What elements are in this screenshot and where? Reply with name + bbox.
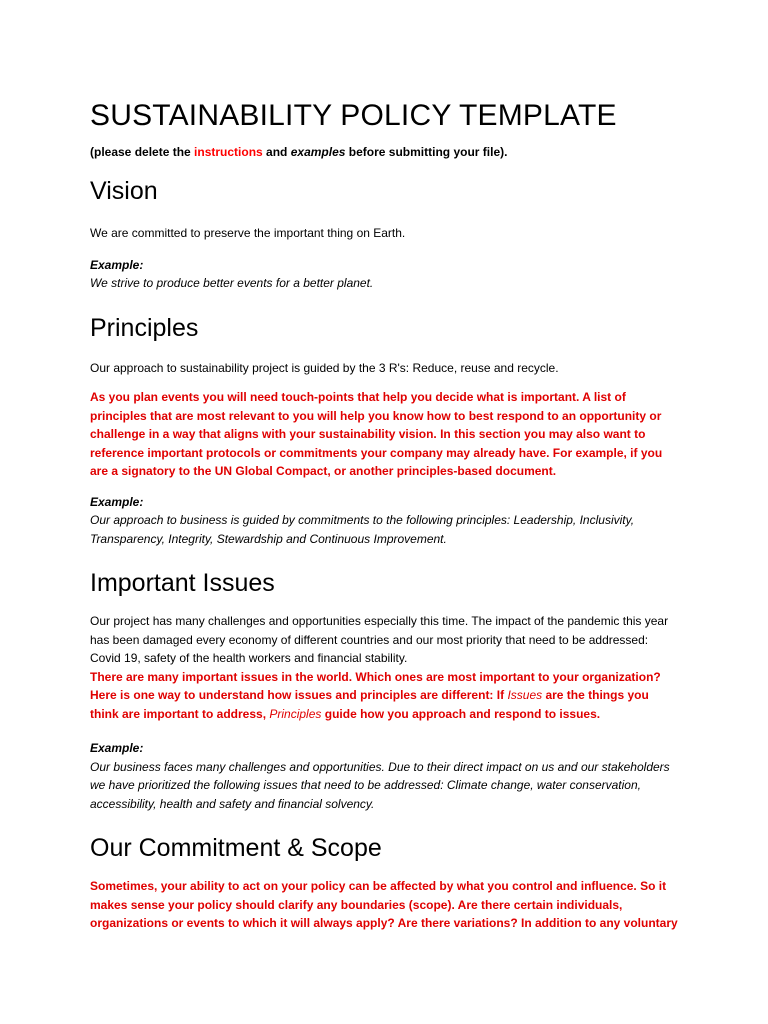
issues-instructions-part1: There are many important issues in the world. Which ones are most important to your organization? Here is one way to understand how issues and principles are different: If [90, 669, 661, 702]
document-title: SUSTAINABILITY POLICY TEMPLATE [90, 99, 617, 132]
principles-heading: Principles [90, 313, 199, 342]
principles-example-text: Our approach to business is guided by commitments to the following principles: Leadership, Inclusivity, Transparency, Integrity, Stewardship and Continuous Improvement. [90, 513, 635, 546]
principles-word: Principles [269, 706, 322, 721]
issues-instructions [90, 668, 680, 724]
issues-example-text: Our business faces many challenges and opportunities. Due to their direct impact on us and our stakeholders we have prioritized the following issues that need to be addressed: Climate change, water conservation, accessibility, health and safety and financial solvency. [90, 759, 670, 811]
issues-instructions-part3: guide how you approach and respond to issues. [321, 706, 601, 721]
note-instructions-word: instructions [194, 145, 263, 159]
issues-heading: Important Issues [90, 569, 275, 597]
issues-word: Issues [507, 688, 543, 702]
principles-text: Our approach to sustainability project is guided by the 3 R's: Reduce, reuse and recycle. [90, 360, 559, 375]
submission-note [90, 144, 680, 160]
note-examples-word: examples [290, 145, 346, 159]
vision-heading: Vision [90, 177, 158, 205]
note-prefix: (please delete the [90, 145, 195, 159]
principles-instructions: As you plan events you will need touch-points that help you decide what is important. A list of principles that are most relevant to you will help you know how to best respond to an opportunity or challenge in a way that aligns with your sustainability vision. In this section you may also want to reference important protocols or commitments your company may already have. For example, if you are a signatory to the UN Global Compact, or another principles-based document. [90, 390, 663, 478]
note-suffix: before submitting your file). [345, 145, 508, 159]
note-middle: and [262, 145, 291, 159]
issues-text: Our project has many challenges and opportunities especially this time. The impact of the pandemic this year has been damaged every economy of different countries and our most priority that need to be addressed: Covid 19, safety of the health workers and financial stability. [90, 614, 669, 665]
vision-text: We are committed to preserve the important thing on Earth. [90, 226, 406, 240]
principles-example-label: Example: [90, 494, 144, 509]
scope-instructions: Sometimes, your ability to act on your policy can be affected by what you control and influence. So it makes sense your policy should clarify any boundaries (scope). Are there certain individuals, organizations or events to which it will always apply? Are there variations? In addition to any voluntary [90, 879, 678, 930]
issues-example-label: Example: [90, 741, 144, 755]
vision-example-text: We strive to produce better events for a better planet. [90, 276, 374, 290]
document-page [90, 96, 680, 933]
issues-instructions-part2: are the things you think are important to address, [90, 688, 649, 721]
scope-heading: Our Commitment & Scope [90, 834, 382, 862]
vision-example-label: Example: [90, 257, 144, 272]
